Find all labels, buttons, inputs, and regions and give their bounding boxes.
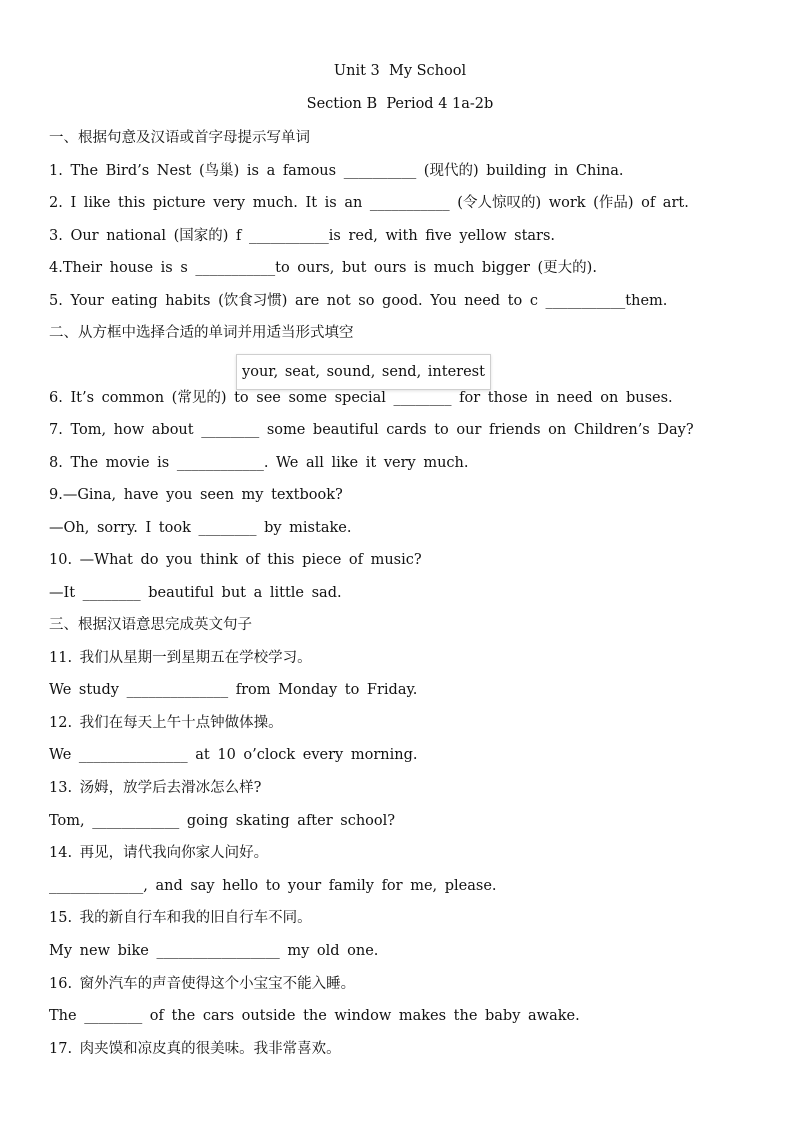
word-box: your, seat, sound, send, interest	[236, 354, 491, 390]
question-11-chinese: 11. 我们从星期一到星期五在学校学习。	[49, 650, 312, 666]
question-14-chinese: 14. 再见，请代我向你家人问好。	[49, 845, 269, 861]
question-1: 1. The Bird’s Nest (鸟巢) is a famous __________ (现代的) building in China.	[49, 163, 624, 179]
question-9-answer: —Oh, sorry. I took ________ by mistake.	[49, 520, 352, 536]
question-17-chinese: 17. 肉夹馍和凉皮真的很美味。我非常喜欢。	[49, 1041, 341, 1057]
question-15-chinese: 15. 我的新自行车和我的旧自行车不同。	[49, 910, 312, 926]
page-subtitle: Section B Period 4 1a-2b	[306, 96, 494, 112]
section3-heading: 三、根据汉语意思完成英文句子	[49, 617, 252, 633]
question-9-prompt: 9.—Gina, have you seen my textbook?	[49, 487, 343, 503]
question-12-chinese: 12. 我们在每天上午十点钟做体操。	[49, 715, 283, 731]
question-15-english: My new bike _________________ my old one.	[49, 943, 379, 959]
question-4: 4.Their house is s ___________to ours, but ours is much bigger (更大的).	[49, 260, 597, 276]
question-13-english: Tom, ____________ going skating after school?	[49, 813, 396, 829]
section2-heading: 二、从方框中选择合适的单词并用适当形式填空	[49, 325, 354, 341]
question-13-chinese: 13. 汤姆，放学后去滑冰怎么样?	[49, 780, 262, 796]
question-10-prompt: 10. —What do you think of this piece of music?	[49, 552, 422, 568]
question-5: 5. Your eating habits (饮食习惯) are not so good. You need to c ___________them.	[49, 293, 668, 309]
question-10-answer: —It ________ beautiful but a little sad.	[49, 585, 342, 601]
section1-heading: 一、根据句意及汉语或首字母提示写单词	[49, 130, 310, 146]
question-6: 6. It’s common (常见的) to see some special ________ for those in need on buses.	[49, 390, 673, 406]
question-2: 2. I like this picture very much. It is an ___________ (令人惊叹的) work (作品) of art.	[49, 195, 689, 211]
question-11-english: We study ______________ from Monday to Friday.	[49, 682, 418, 698]
question-16-chinese: 16. 窗外汽车的声音使得这个小宝宝不能入睡。	[49, 976, 356, 992]
question-3: 3. Our national (国家的) f ___________is red, with five yellow stars.	[49, 228, 556, 244]
question-8: 8. The movie is ____________. We all like it very much.	[49, 455, 469, 471]
question-7: 7. Tom, how about ________ some beautiful cards to our friends on Children’s Day?	[49, 422, 694, 438]
page-title: Unit 3 My School	[333, 63, 467, 79]
question-14-english: _____________, and say hello to your family for me, please.	[49, 878, 497, 894]
question-12-english: We _______________ at 10 o’clock every morning.	[49, 747, 418, 763]
question-16-english: The ________ of the cars outside the window makes the baby awake.	[49, 1008, 580, 1024]
